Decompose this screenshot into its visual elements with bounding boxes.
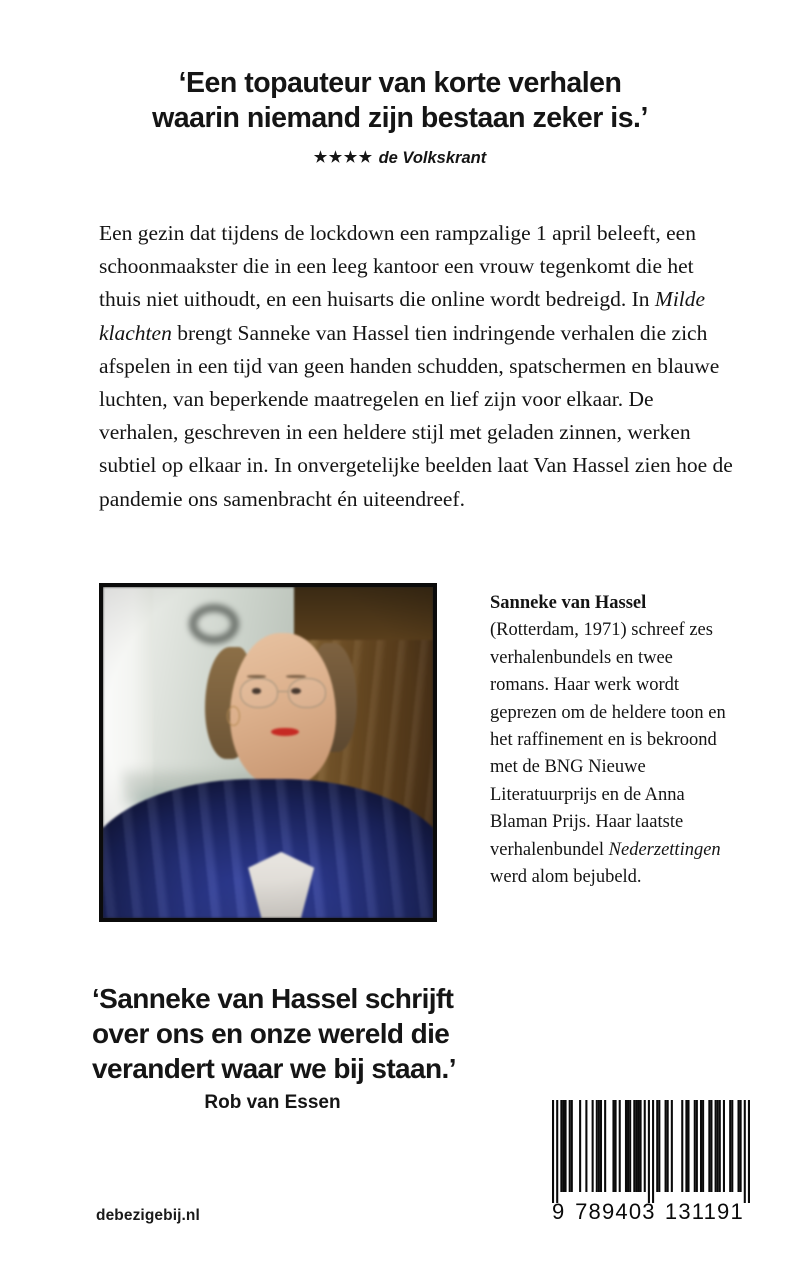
barcode-right-group: 131191 bbox=[664, 1199, 744, 1224]
top-pull-quote bbox=[0, 66, 800, 136]
author-bio-part-2: werd alom bejubeld. bbox=[490, 867, 642, 888]
blurb-book-title: Milde klachten bbox=[99, 287, 706, 345]
top-quote-line-1: ‘Een topauteur van korte verhalen bbox=[178, 67, 622, 99]
bottom-pull-quote bbox=[92, 981, 512, 1086]
author-name: Sanneke van Hassel bbox=[490, 593, 647, 613]
publisher-url[interactable]: debezigebij.nl bbox=[96, 1207, 200, 1224]
back-cover-blurb bbox=[99, 217, 733, 516]
top-quote-line-2: waarin niemand zijn bestaan zeker is.’ bbox=[152, 102, 648, 134]
barcode-lead-digit: 9 bbox=[552, 1199, 566, 1224]
author-bio-part-1: (Rotterdam, 1971) schreef zes verhalenbundels en twee romans. Haar werk wordt geprezen om de heldere toon en het raffinement en is bekroond met de BNG Nieuwe Literatuurprijs en de Anna Blaman Prijs. Haar laatste verhalenbundel bbox=[490, 620, 726, 860]
barcode bbox=[552, 1100, 750, 1233]
barcode-left-group: 789403 bbox=[575, 1199, 656, 1224]
author-bio-book-title: Nederzettingen bbox=[608, 839, 721, 860]
author-bio bbox=[490, 590, 732, 891]
top-quote-source-name: de Volkskrant bbox=[378, 149, 487, 167]
bottom-quote-line-1: ‘Sanneke van Hassel schrijft bbox=[92, 983, 454, 1014]
photo-vignette bbox=[103, 587, 433, 918]
blurb-text-part-1: Een gezin dat tijdens de lockdown een rampzalige 1 april beleeft, een schoonmaakster die in een leeg kantoor een vrouw tegenkomt die het thuis niet uithoudt, en een huisarts die online wordt bedreigd. In bbox=[99, 221, 696, 312]
barcode-bars bbox=[552, 1100, 750, 1203]
top-quote-attribution bbox=[0, 148, 800, 168]
author-photo bbox=[99, 583, 437, 922]
author-photo-image bbox=[103, 587, 433, 918]
blurb-text-part-2: brengt Sanneke van Hassel tien indringende verhalen die zich afspelen in een tijd van geen handen schudden, spatschermen en blauwe luchten, van beperkende maatregelen en lief zijn voor elkaar. De verhalen, geschreven in een heldere stijl met geladen zinnen, werken subtiel op elkaar in. In onvergetelijke beelden laat Van Hassel zien hoe de pandemie ons samenbracht én uiteendreef. bbox=[99, 320, 733, 511]
barcode-digits bbox=[552, 1199, 750, 1225]
star-rating-icon: ★★★★ bbox=[313, 149, 374, 166]
bottom-quote-line-3: verandert waar we bij staan.’ bbox=[92, 1053, 456, 1084]
bottom-quote-attribution: Rob van Essen bbox=[204, 1092, 341, 1113]
bottom-quote-line-2: over ons en onze wereld die bbox=[92, 1018, 450, 1049]
